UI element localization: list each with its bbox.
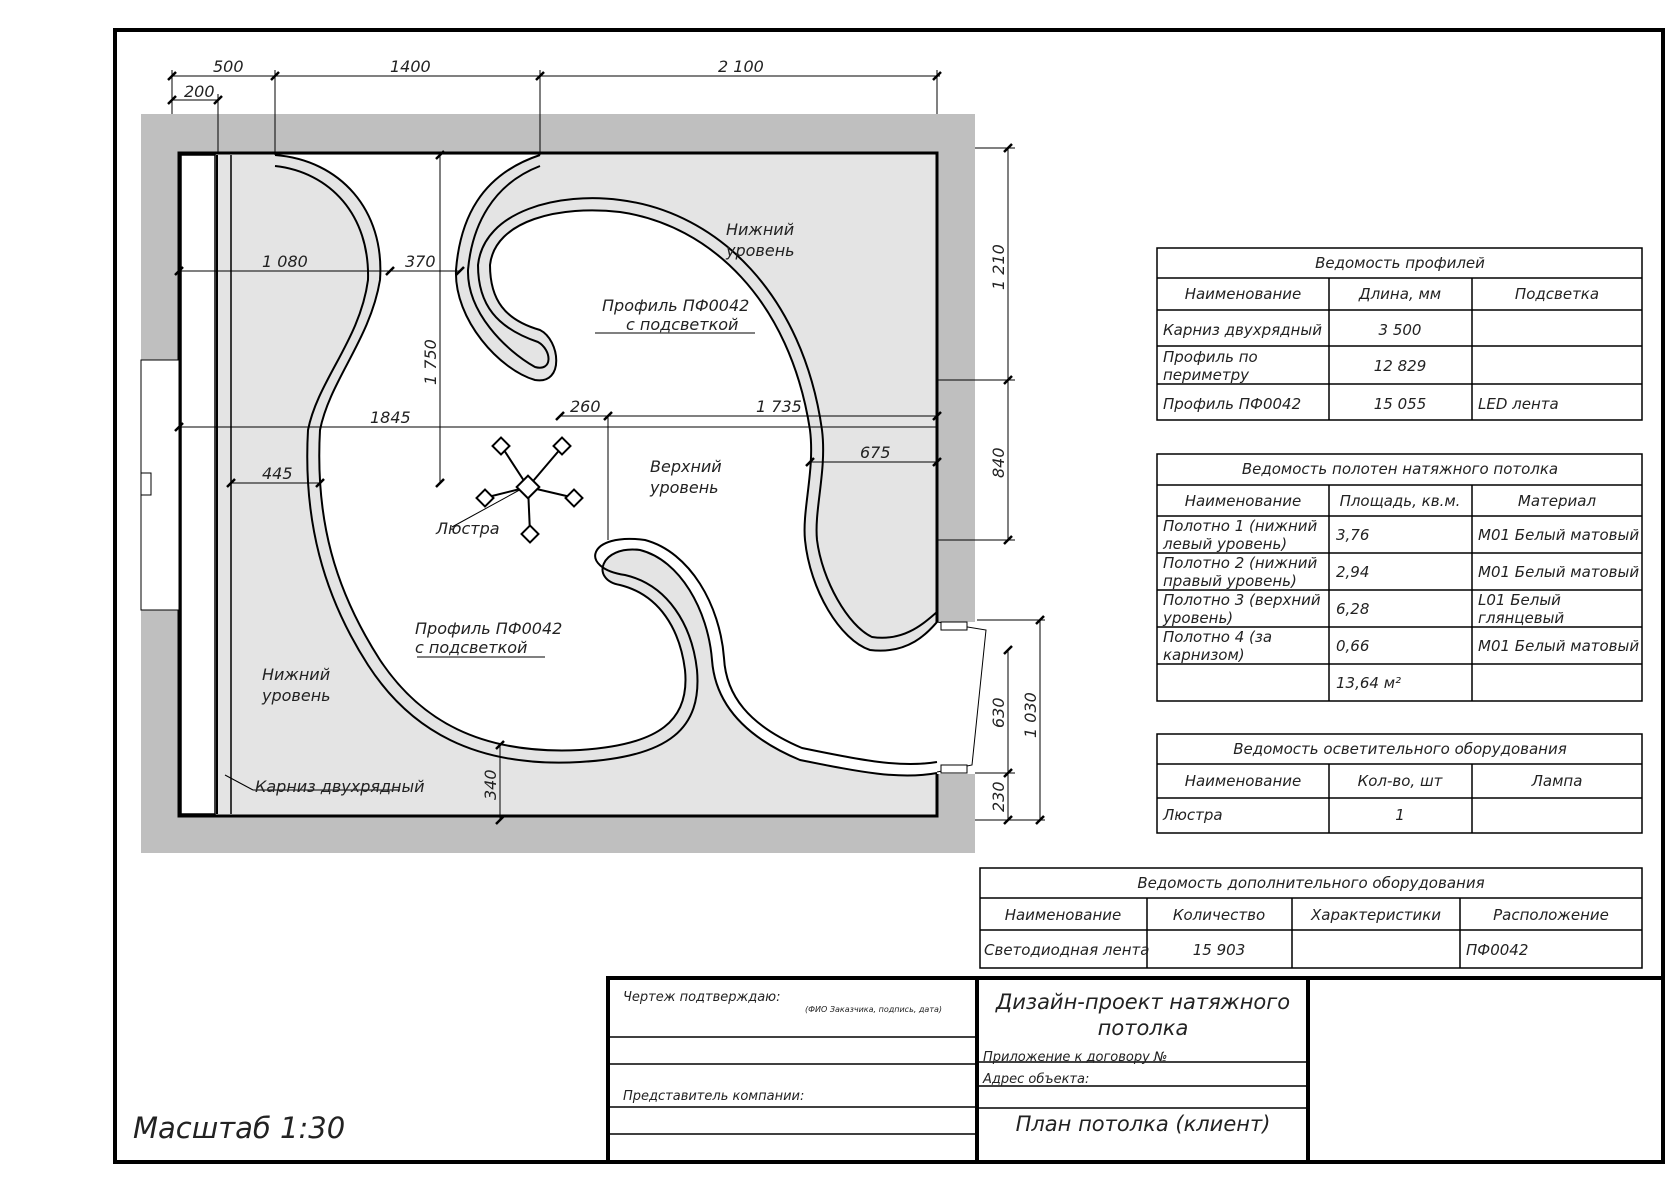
svg-text:М01 Белый матовый: М01 Белый матовый <box>1478 526 1640 544</box>
dim-370: 370 <box>405 252 436 271</box>
svg-text:Профиль ПФ0042: Профиль ПФ0042 <box>1163 395 1302 413</box>
svg-text:12 829: 12 829 <box>1373 357 1427 375</box>
svg-text:потолка: потолка <box>1097 1016 1189 1040</box>
svg-text:уровень: уровень <box>726 241 795 260</box>
scale-label: Масштаб 1:30 <box>133 1111 346 1145</box>
dim-675: 675 <box>860 443 891 462</box>
svg-text:Количество: Количество <box>1172 906 1266 924</box>
svg-text:Люстра: Люстра <box>1163 806 1223 824</box>
svg-text:Наименование: Наименование <box>1004 906 1122 924</box>
label-upper-level: Верхний <box>650 457 722 476</box>
dim-340: 340 <box>481 769 500 800</box>
svg-text:3,76: 3,76 <box>1336 526 1370 544</box>
dim-1210: 1 210 <box>989 244 1008 290</box>
svg-text:уровень: уровень <box>650 478 719 497</box>
label-lower-level-right: Нижний <box>726 220 795 239</box>
svg-text:LED лента: LED лента <box>1478 395 1559 413</box>
dim-840: 840 <box>989 447 1008 478</box>
svg-text:13,64 м²: 13,64 м² <box>1336 674 1402 692</box>
table-canvas-text <box>1162 460 1639 692</box>
svg-text:М01 Белый матовый: М01 Белый матовый <box>1478 637 1640 655</box>
dim-1750: 1 750 <box>421 339 440 385</box>
svg-text:15 903: 15 903 <box>1192 941 1246 959</box>
dim-230: 230 <box>989 781 1008 812</box>
svg-text:Адрес объекта:: Адрес объекта: <box>983 1072 1090 1087</box>
dim-2100: 2 100 <box>718 57 764 76</box>
svg-text:Ведомость профилей: Ведомость профилей <box>1315 254 1485 272</box>
svg-text:Профиль по: Профиль по <box>1163 348 1258 366</box>
svg-text:Полотно 4 (за: Полотно 4 (за <box>1163 628 1273 646</box>
svg-text:Полотно 2 (нижний: Полотно 2 (нижний <box>1163 554 1318 572</box>
svg-text:Расположение: Расположение <box>1493 906 1609 924</box>
svg-text:периметру: периметру <box>1163 366 1249 384</box>
svg-text:0,66: 0,66 <box>1336 637 1370 655</box>
label-chandelier: Люстра <box>436 519 500 538</box>
svg-text:(ФИО Заказчика, подпись, дата): (ФИО Заказчика, подпись, дата) <box>805 1005 942 1014</box>
dim-200: 200 <box>184 82 215 101</box>
dim-445: 445 <box>262 464 293 483</box>
svg-text:Ведомость осветительного обору: Ведомость осветительного оборудования <box>1233 740 1567 758</box>
svg-text:Длина, мм: Длина, мм <box>1358 285 1442 303</box>
dim-1080: 1 080 <box>262 252 308 271</box>
label-profile-bottom: Профиль ПФ0042 <box>415 619 563 638</box>
dim-1400: 1400 <box>390 57 431 76</box>
table-lighting-text <box>1162 740 1582 824</box>
svg-text:уровень: уровень <box>262 686 331 705</box>
dim-630: 630 <box>989 697 1008 728</box>
svg-text:Ведомость дополнительного обор: Ведомость дополнительного оборудования <box>1137 874 1485 892</box>
svg-text:с подсветкой: с подсветкой <box>415 638 528 657</box>
svg-text:Характеристики: Характеристики <box>1310 906 1442 924</box>
svg-text:Ведомость полотен натяжного по: Ведомость полотен натяжного потолка <box>1241 460 1559 478</box>
svg-text:Наименование: Наименование <box>1184 285 1302 303</box>
svg-text:Карниз двухрядный: Карниз двухрядный <box>1163 321 1322 339</box>
svg-text:15 055: 15 055 <box>1373 395 1427 413</box>
svg-text:6,28: 6,28 <box>1336 600 1370 618</box>
svg-text:М01 Белый матовый: М01 Белый матовый <box>1478 563 1640 581</box>
svg-text:Представитель компании:: Представитель компании: <box>623 1089 805 1104</box>
svg-text:Дизайн-проект натяжного: Дизайн-проект натяжного <box>995 990 1291 1014</box>
svg-text:L01 Белый: L01 Белый <box>1478 591 1561 609</box>
dim-1845: 1845 <box>370 408 411 427</box>
svg-text:Приложение к договору №: Приложение к договору № <box>983 1050 1168 1065</box>
svg-text:Кол-во, шт: Кол-во, шт <box>1357 772 1443 790</box>
svg-text:Наименование: Наименование <box>1184 772 1302 790</box>
svg-text:1: 1 <box>1395 806 1405 824</box>
label-profile-top: Профиль ПФ0042 <box>602 296 750 315</box>
svg-text:Материал: Материал <box>1517 492 1597 510</box>
svg-text:Наименование: Наименование <box>1184 492 1302 510</box>
svg-text:План потолка (клиент): План потолка (клиент) <box>1015 1112 1271 1136</box>
label-cornice: Карниз двухрядный <box>255 777 425 796</box>
dim-1030: 1 030 <box>1021 692 1040 738</box>
svg-text:левый уровень): левый уровень) <box>1163 535 1288 553</box>
title-block-text <box>623 990 1290 1136</box>
svg-text:Подсветка: Подсветка <box>1514 285 1600 303</box>
svg-text:Площадь, кв.м.: Площадь, кв.м. <box>1339 492 1461 510</box>
table-extra-text <box>984 874 1609 959</box>
svg-text:правый уровень): правый уровень) <box>1163 572 1297 590</box>
svg-text:карнизом): карнизом) <box>1163 646 1245 664</box>
svg-text:Лампа: Лампа <box>1531 772 1583 790</box>
svg-text:уровень): уровень) <box>1163 609 1234 627</box>
label-lower-level-left: Нижний <box>262 665 331 684</box>
dim-500: 500 <box>213 57 244 76</box>
svg-text:2,94: 2,94 <box>1336 563 1370 581</box>
svg-text:глянцевый: глянцевый <box>1478 609 1565 627</box>
svg-text:ПФ0042: ПФ0042 <box>1466 941 1529 959</box>
svg-text:3 500: 3 500 <box>1378 321 1422 339</box>
dim-1735: 1 735 <box>756 397 802 416</box>
svg-text:Полотно 1 (нижний: Полотно 1 (нижний <box>1163 517 1318 535</box>
svg-text:с подсветкой: с подсветкой <box>626 315 739 334</box>
svg-text:Светодиодная лента: Светодиодная лента <box>984 941 1150 959</box>
svg-text:Полотно 3 (верхний: Полотно 3 (верхний <box>1163 591 1321 609</box>
svg-text:Чертеж подтверждаю:: Чертеж подтверждаю: <box>623 990 781 1005</box>
dim-260: 260 <box>570 397 601 416</box>
